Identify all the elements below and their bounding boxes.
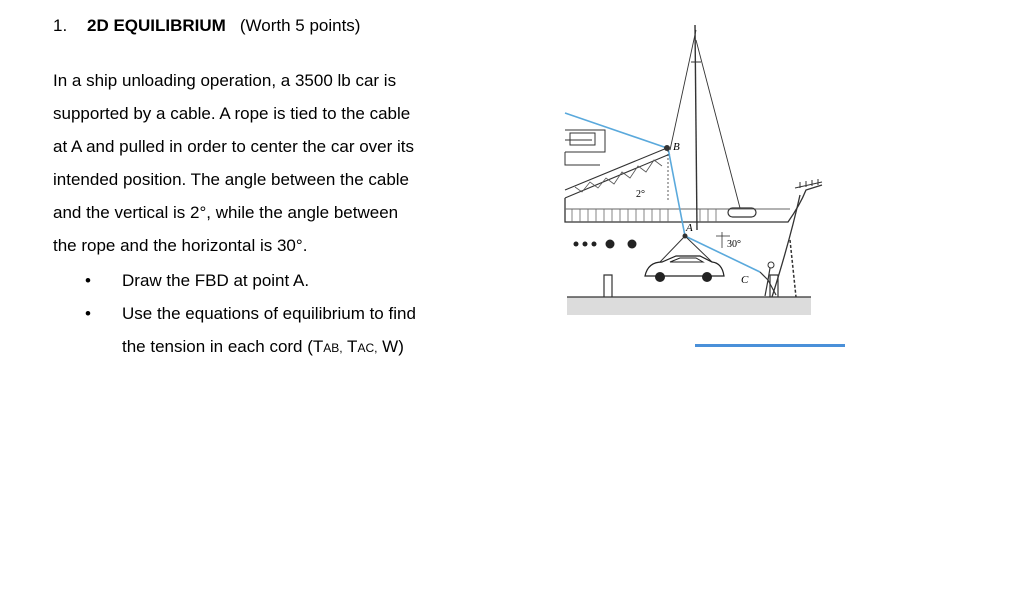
porthole-dots	[574, 240, 637, 249]
problem-points: (Worth 5 points)	[239, 16, 361, 35]
label-a: A	[686, 222, 693, 234]
angle-label-rope: 30°	[727, 239, 741, 250]
point-b-marker	[664, 145, 670, 151]
task-text: Draw the FBD at point A.	[122, 271, 310, 290]
ship-superstructure	[565, 130, 605, 152]
dock-ground	[567, 297, 811, 315]
car-wheel-front	[702, 272, 712, 282]
problem-number: 1.	[53, 16, 68, 35]
cable-ab	[668, 148, 685, 236]
task-text: the tension in each cord (T	[122, 337, 324, 356]
statement-line: and the vertical is 2°, while the angle between	[53, 203, 399, 222]
ship-hull	[565, 185, 822, 222]
subscript-ab: AB,	[323, 341, 343, 355]
anchor-chain	[790, 240, 796, 297]
car-wheel-rear	[655, 272, 665, 282]
statement-line: the rope and the horizontal is 30°.	[53, 236, 308, 255]
subscript-ac: AC,	[357, 341, 378, 355]
task-list	[85, 264, 416, 365]
statement-line: at A and pulled in order to center the car over its	[53, 137, 414, 156]
angle-label-cable: 2°	[636, 189, 645, 200]
ship-unloading-figure	[560, 20, 850, 360]
label-b: B	[673, 141, 680, 153]
task-item-fbd	[85, 264, 416, 297]
label-c: C	[741, 274, 749, 286]
blue-underline	[695, 344, 845, 347]
bollard-left	[604, 275, 612, 297]
task-item-equations: • Use the equations of equilibrium to find the tension in each cord (TAB, TAC, W)	[85, 297, 416, 365]
mast	[695, 25, 697, 230]
problem-heading	[53, 16, 360, 36]
crane-boom	[565, 148, 670, 198]
task-text: Use the equations of equilibrium to find	[122, 304, 416, 323]
bullet-marker: •	[85, 271, 91, 290]
statement-line: In a ship unloading operation, a 3500 lb car is	[53, 71, 397, 90]
statement-line: intended position. The angle between the cable	[53, 170, 410, 189]
bullet-marker: •	[85, 304, 91, 323]
problem-title: 2D EQUILIBRIUM	[87, 16, 226, 35]
problem-statement	[53, 64, 483, 262]
ship-bow	[772, 195, 800, 297]
statement-line: supported by a cable. A rope is tied to the cable	[53, 104, 411, 123]
